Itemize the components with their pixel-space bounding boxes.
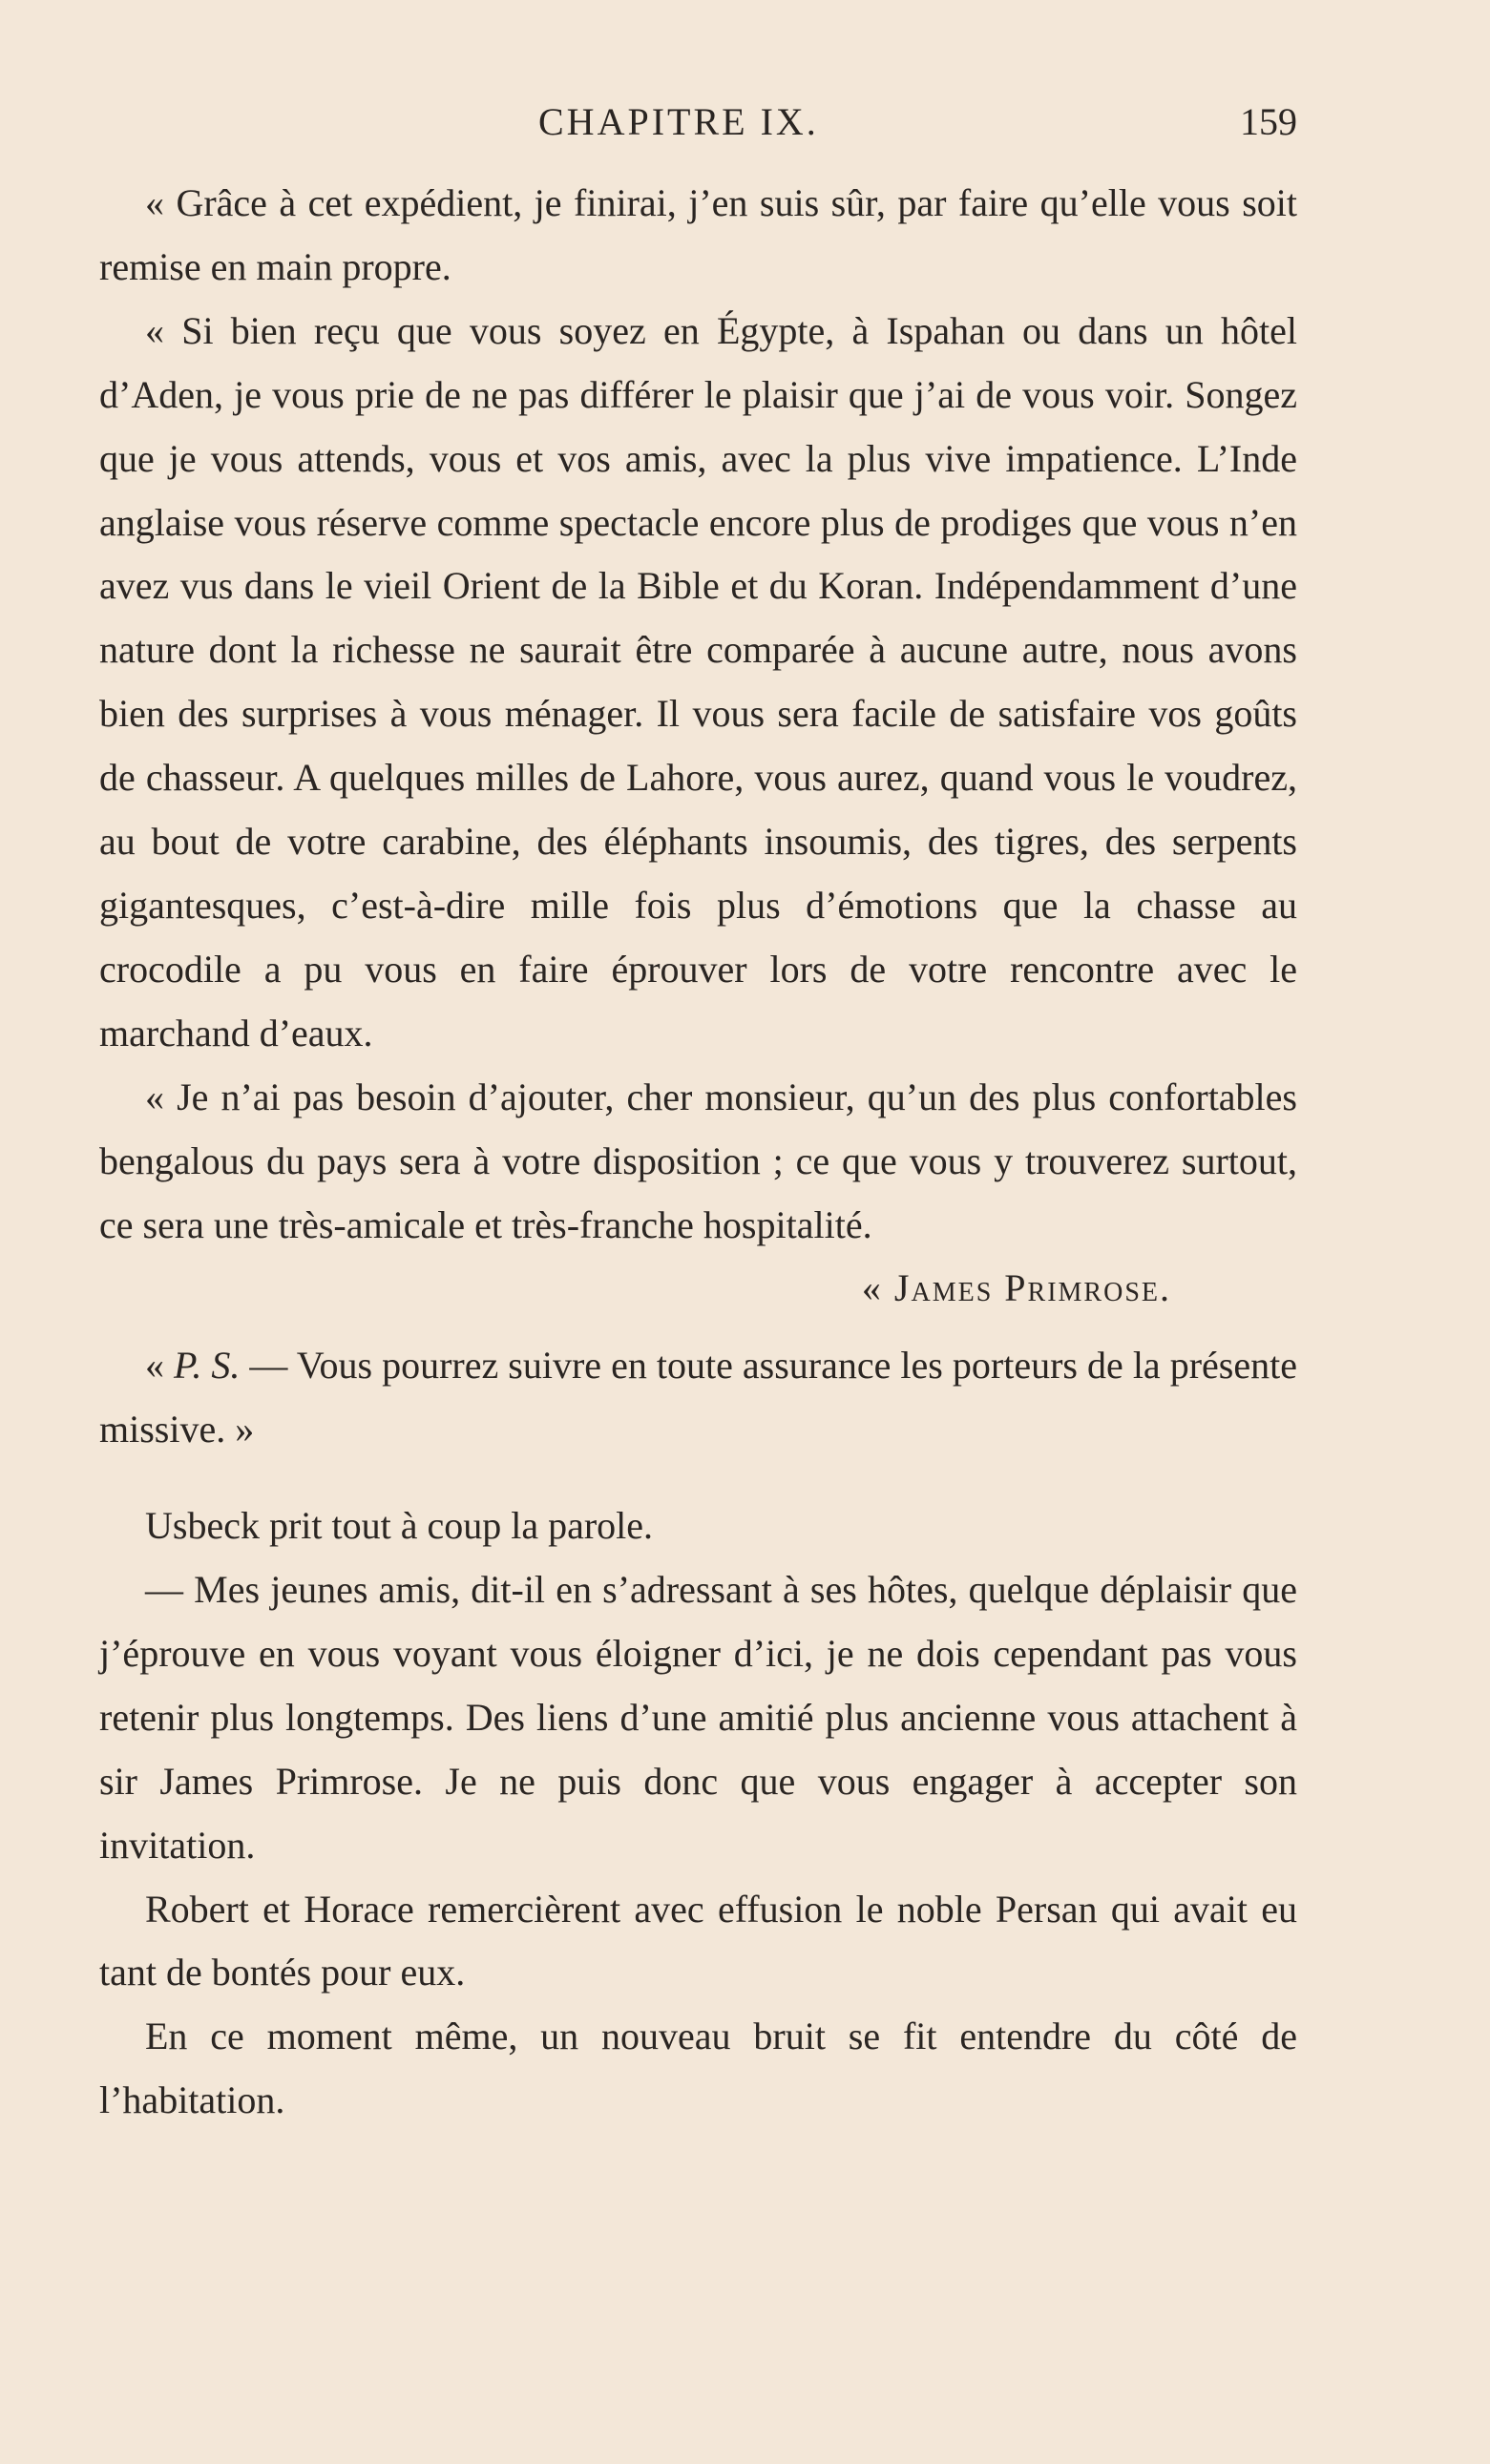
- postscript-text: — Vous pourrez suivre en toute assurance les porteurs de la présente missive. »: [99, 1344, 1297, 1451]
- paragraph: « Grâce à cet expédient, je finirai, j’en suis sûr, par faire qu’elle vous soit remise en main propre.: [99, 181, 1297, 288]
- paragraph: « Je n’ai pas besoin d’ajouter, cher monsieur, qu’un des plus confortables bengalous du pays sera à votre disposition ; ce que vous y trouverez surtout, ce sera une très-amicale et très-franche hospitalité.: [99, 1075, 1297, 1246]
- postscript-label: P. S.: [174, 1344, 241, 1388]
- page-number: 159: [1240, 100, 1297, 143]
- paragraph: Usbeck prit tout à coup la parole.: [145, 1504, 654, 1548]
- page-header: [99, 99, 1297, 157]
- running-title: CHAPITRE IX.: [538, 100, 819, 143]
- paragraph: « Si bien reçu que vous soyez en Égypte, à Ispahan ou dans un hôtel d’Aden, je vous prie de ne pas différer le plaisir que j’ai de vous voir. Songez que je vous attends, vous et vos amis, avec la plus vive impatience. L’Inde anglaise vous réserve comme spectacle encore plus de prodiges que vous n’en avez vus dans le vieil Orient de la Bible et du Koran. Indépendamment d’une nature dont la richesse ne saurait être comparée à aucune autre, nous avons bien des surprises à vous ménager. Il vous sera facile de satisfaire vos goûts de chasseur. A quelques milles de Lahore, vous aurez, quand vous le voudrez, au bout de votre carabine, des éléphants insoumis, des tigres, des serpents gigantesques, c’est-à-dire mille fois plus d’émotions que la chasse au crocodile a pu vous en faire éprouver lors de votre rencontre avec le marchand d’eaux.: [99, 308, 1297, 1055]
- letter-signature: « James Primrose.: [861, 1266, 1171, 1310]
- body-text: [99, 172, 1297, 2133]
- paragraph: — Mes jeunes amis, dit-il en s’adressant à ses hôtes, quelque déplaisir que j’éprouve en vous voyant vous éloigner d’ici, je ne dois cependant pas vous retenir plus longtemps. Des liens d’une amitié plus ancienne vous attachent à sir James Primrose. Je ne puis donc que vous engager à accepter son invitation.: [99, 1568, 1297, 1867]
- postscript: [99, 1334, 1297, 1462]
- postscript-prefix: «: [145, 1344, 175, 1388]
- paragraph: Robert et Horace remercièrent avec effusion le noble Persan qui avait eu tant de bontés pour eux.: [99, 1887, 1297, 1994]
- paragraph: En ce moment même, un nouveau bruit se fit entendre du côté de l’habitation.: [99, 2015, 1297, 2122]
